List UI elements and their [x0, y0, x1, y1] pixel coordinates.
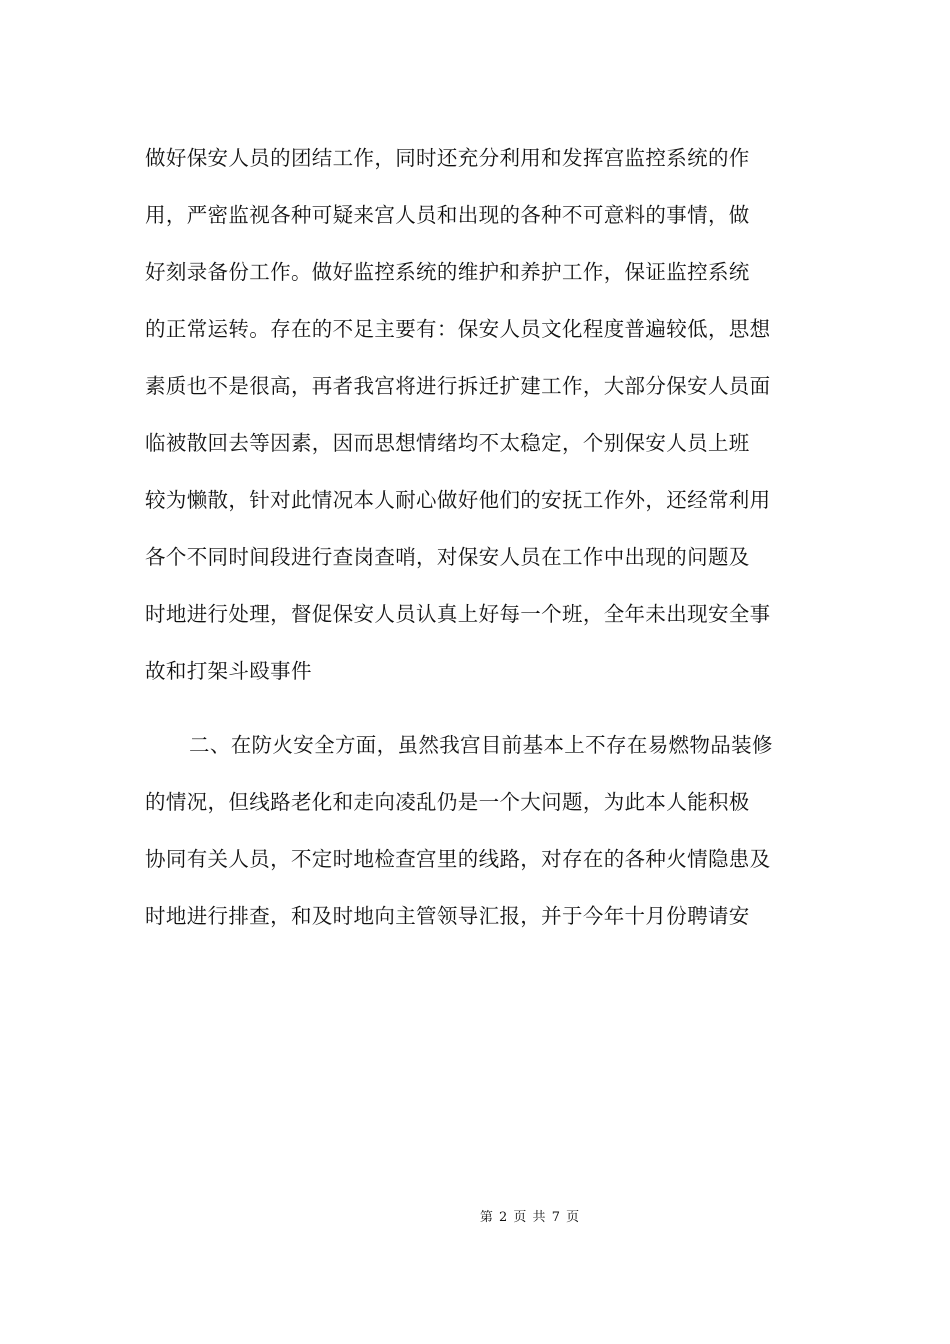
text-line: 好刻录备份工作。做好监控系统的维护和养护工作，保证监控系统: [145, 260, 750, 284]
text-line: 时地进行排查，和及时地向主管领导汇报，并于今年十月份聘请安: [145, 904, 750, 928]
paragraph-1: [145, 130, 805, 700]
text-line: 时地进行处理，督促保安人员认真上好每一个班，全年未出现安全事: [145, 602, 771, 626]
text-line: 的正常运转。存在的不足主要有：保安人员文化程度普遍较低，思想: [145, 317, 771, 341]
paragraph-gap: [145, 700, 805, 717]
text-line: 各个不同时间段进行查岗查哨，对保安人员在工作中出现的问题及: [145, 545, 750, 569]
text-line: 的情况，但线路老化和走向凌乱仍是一个大问题，为此本人能积极: [145, 790, 750, 814]
page-number-footer: 第 2 页 共 7 页: [479, 1210, 581, 1225]
text-line: 用，严密监视各种可疑来宫人员和出现的各种不可意料的事情，做: [145, 203, 750, 227]
text-line: 二、在防火安全方面，虽然我宫目前基本上不存在易燃物品装修: [189, 733, 773, 757]
text-line: 较为懒散，针对此情况本人耐心做好他们的安抚工作外，还经常利用: [145, 488, 771, 512]
text-line: 做好保安人员的团结工作，同时还充分利用和发挥宫监控系统的作: [145, 146, 750, 170]
body-text: [145, 130, 805, 945]
text-line: 故和打架斗殴事件: [145, 659, 312, 683]
text-line: 临被散回去等因素，因而思想情绪均不太稳定，个别保安人员上班: [145, 431, 750, 455]
text-line: 协同有关人员，不定时地检查宫里的线路，对存在的各种火情隐患及: [145, 847, 771, 871]
paragraph-2: [145, 717, 805, 945]
text-line: 素质也不是很高，再者我宫将进行拆迁扩建工作，大部分保安人员面: [145, 374, 771, 398]
